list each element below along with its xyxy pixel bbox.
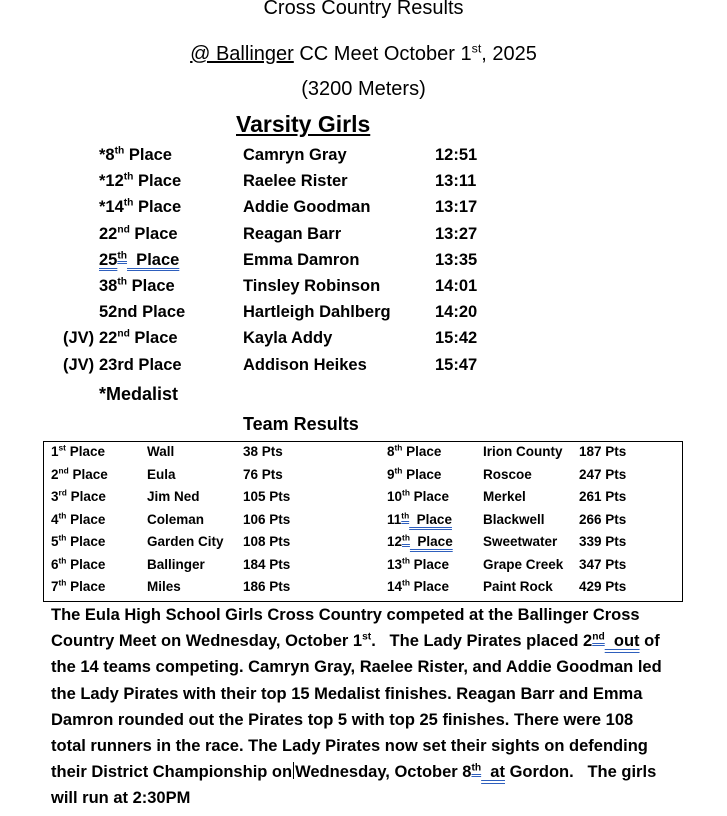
place-word: Place — [66, 556, 106, 572]
team-points: 108 Pts — [243, 534, 291, 549]
place-suffix: th — [58, 577, 67, 588]
place-number: 2 — [51, 466, 59, 482]
place-suffix: nd — [58, 465, 69, 475]
place-number: *12 — [99, 172, 124, 191]
place-word: Place — [409, 556, 449, 572]
team-points: 261 Pts — [579, 489, 627, 504]
team-name: Wall — [147, 444, 175, 459]
team-points: 38 Pts — [243, 444, 283, 459]
team-name: Coleman — [147, 511, 205, 527]
place-suffix: th — [114, 145, 125, 157]
place-number: 13 — [387, 556, 403, 572]
team-place — [51, 557, 105, 572]
summary-text: out — [604, 632, 640, 651]
summary-line — [51, 628, 691, 654]
place-suffix: th — [117, 250, 128, 262]
place-number: 25 — [99, 250, 118, 269]
summary-sup: th — [471, 762, 482, 774]
team-results-heading: Team Results — [243, 414, 359, 434]
meet-name: CC Meet October 1 — [293, 43, 472, 65]
team-place — [51, 444, 105, 459]
team-name: Merkel — [483, 489, 526, 504]
place-number: 7 — [51, 579, 59, 594]
varsity-heading: Varsity Girls — [236, 111, 371, 137]
place-number: 12 — [387, 534, 403, 549]
place-suffix: th — [402, 577, 410, 588]
team-name: Ballinger — [147, 556, 205, 572]
place-word: Place — [66, 534, 106, 549]
team-name: Grape Creek — [483, 556, 564, 572]
result-place — [99, 277, 175, 296]
runner-time: 13:11 — [435, 172, 477, 191]
place-suffix: th — [402, 532, 410, 543]
team-name: Blackwell — [483, 511, 545, 527]
summary-line: will run at 2:30PM — [51, 789, 191, 808]
summary-line — [51, 759, 691, 785]
place-word: Place — [133, 172, 182, 191]
summary-text: Wednesday, October 8 — [295, 763, 472, 782]
result-place — [99, 172, 181, 191]
team-points: 429 Pts — [579, 579, 627, 594]
team-place — [387, 444, 441, 459]
place-suffix: th — [402, 555, 410, 565]
team-name: Jim Ned — [147, 489, 200, 504]
team-name: Garden City — [147, 534, 224, 549]
place-word: Place — [127, 277, 175, 295]
team-place — [387, 579, 449, 594]
team-name: Miles — [147, 579, 181, 594]
summary-line: Damron rounded out the Pirates top 5 with top 25 finishes. There were 108 — [51, 710, 634, 729]
team-place — [51, 579, 105, 594]
place-number: *8 — [99, 146, 115, 164]
meet-location: @ Ballinger — [190, 43, 294, 65]
place-word: Place — [133, 198, 182, 217]
text-cursor — [293, 762, 294, 779]
place-word: Place — [127, 250, 180, 269]
summary-line: the 14 teams competing. Camryn Gray, Raelee Rister, and Addie Goodman led — [51, 658, 662, 677]
result-place — [99, 251, 179, 270]
place-suffix: nd — [117, 224, 130, 236]
place-word: Place — [402, 466, 442, 482]
place-number: 11 — [387, 511, 402, 527]
team-name: Sweetwater — [483, 534, 558, 549]
result-place — [99, 329, 178, 348]
result-place — [99, 225, 178, 244]
place-suffix: rd — [58, 487, 67, 498]
place-number: 23rd Place — [99, 355, 182, 374]
runner-name: Addie Goodman — [243, 198, 371, 217]
place-suffix: th — [123, 197, 134, 209]
team-points: 76 Pts — [243, 466, 283, 482]
team-points: 105 Pts — [243, 489, 291, 504]
runner-name: Hartleigh Dahlberg — [243, 303, 391, 322]
team-points: 247 Pts — [579, 466, 627, 482]
runner-name: Reagan Barr — [243, 224, 342, 243]
jv-prefix: (JV) — [63, 329, 95, 348]
result-place — [99, 198, 181, 217]
summary-line: the Lady Pirates with their top 15 Medalist finishes. Reagan Barr and Emma — [51, 684, 643, 703]
place-suffix: st — [58, 442, 66, 453]
place-word: Place — [66, 489, 106, 504]
meet-distance: (3200 Meters) — [301, 78, 426, 100]
place-number: 10 — [387, 489, 403, 504]
place-suffix: th — [58, 532, 67, 543]
team-points: 339 Pts — [579, 534, 627, 549]
team-place — [51, 534, 105, 549]
team-place — [51, 467, 108, 482]
place-suffix: th — [401, 510, 410, 520]
place-word: Place — [129, 329, 178, 348]
place-number: *14 — [99, 198, 124, 217]
place-word: Place — [66, 511, 106, 527]
place-word: Place — [68, 466, 108, 482]
runner-time: 14:20 — [435, 303, 478, 322]
runner-name: Raelee Rister — [243, 172, 348, 191]
place-suffix: th — [123, 171, 134, 183]
place-number: 4 — [51, 511, 59, 527]
place-suffix: th — [394, 442, 403, 453]
runner-name: Emma Damron — [243, 250, 360, 269]
summary-line: The Eula High School Girls Cross Country competed at the Ballinger Cross — [51, 606, 640, 624]
team-place — [387, 467, 441, 482]
place-word: Place — [124, 146, 172, 164]
place-suffix: th — [402, 487, 410, 498]
result-place — [99, 146, 172, 165]
team-points: 184 Pts — [243, 556, 291, 572]
place-word: Place — [409, 579, 449, 594]
team-place — [387, 534, 453, 549]
runner-time: 13:35 — [435, 250, 478, 269]
team-place — [387, 557, 449, 572]
team-points: 347 Pts — [579, 556, 627, 572]
summary-sup: nd — [592, 631, 605, 643]
team-points: 106 Pts — [243, 511, 291, 527]
team-place — [387, 489, 449, 504]
runner-name: Addison Heikes — [243, 355, 367, 374]
place-number: 6 — [51, 556, 59, 572]
place-number: 22 — [99, 329, 118, 348]
place-number: 14 — [387, 579, 403, 594]
place-word: Place — [66, 579, 106, 594]
runner-time: 12:51 — [435, 146, 478, 164]
team-points: 186 Pts — [243, 579, 291, 594]
team-name: Irion County — [483, 444, 563, 459]
team-points: 187 Pts — [579, 444, 627, 459]
place-number: 5 — [51, 534, 59, 549]
medalist-note: *Medalist — [99, 384, 179, 404]
team-name: Roscoe — [483, 466, 532, 482]
place-suffix: th — [394, 465, 403, 475]
runner-time: 15:42 — [435, 329, 478, 348]
page-title: Cross Country Results — [263, 0, 464, 19]
team-name: Eula — [147, 466, 176, 482]
runner-time: 15:47 — [435, 355, 478, 374]
place-number: 3 — [51, 489, 59, 504]
place-suffix: th — [58, 555, 67, 565]
meet-line — [0, 43, 727, 66]
place-suffix: th — [58, 510, 67, 520]
summary-text: Country Meet on Wednesday, October 1 — [51, 632, 363, 651]
team-place — [51, 489, 106, 504]
meet-date-suffix: st — [471, 41, 482, 56]
runner-name: Tinsley Robinson — [243, 277, 381, 295]
place-word: Place — [409, 489, 449, 504]
place-word: Place — [409, 534, 453, 549]
place-word: Place — [129, 224, 178, 243]
result-place — [99, 356, 182, 375]
place-word: Place — [402, 444, 442, 459]
team-place — [51, 512, 105, 527]
jv-prefix: (JV) — [63, 355, 95, 374]
summary-text: of — [639, 632, 660, 651]
place-suffix: nd — [117, 328, 130, 340]
place-number: 8 — [387, 444, 395, 459]
runner-time: 13:17 — [435, 198, 478, 217]
summary-text: their District Championship on — [51, 763, 293, 782]
summary-text: at — [481, 763, 505, 782]
place-number: 22 — [99, 224, 118, 243]
place-word: Place — [409, 511, 452, 527]
runner-time: 14:01 — [435, 277, 478, 295]
summary-line: total runners in the race. The Lady Pirates now set their sights on defending — [51, 737, 648, 756]
result-place — [99, 303, 185, 322]
team-place — [387, 512, 452, 527]
summary-sup: st — [362, 631, 372, 643]
runner-name: Camryn Gray — [243, 146, 347, 164]
team-points: 266 Pts — [579, 511, 627, 527]
meet-year: , 2025 — [481, 43, 537, 65]
place-word: Place — [65, 444, 105, 459]
runner-time: 13:27 — [435, 224, 478, 243]
summary-text: . The Lady Pirates placed 2 — [371, 632, 593, 651]
place-suffix: th — [117, 276, 128, 288]
team-name: Paint Rock — [483, 579, 553, 594]
place-number: 38 — [99, 277, 118, 295]
place-number: 52nd Place — [99, 303, 186, 322]
runner-name: Kayla Addy — [243, 329, 333, 348]
place-number: 9 — [387, 466, 395, 482]
summary-paragraph — [51, 602, 691, 812]
summary-text: Gordon. The girls — [504, 763, 657, 782]
place-number: 1 — [51, 444, 59, 459]
